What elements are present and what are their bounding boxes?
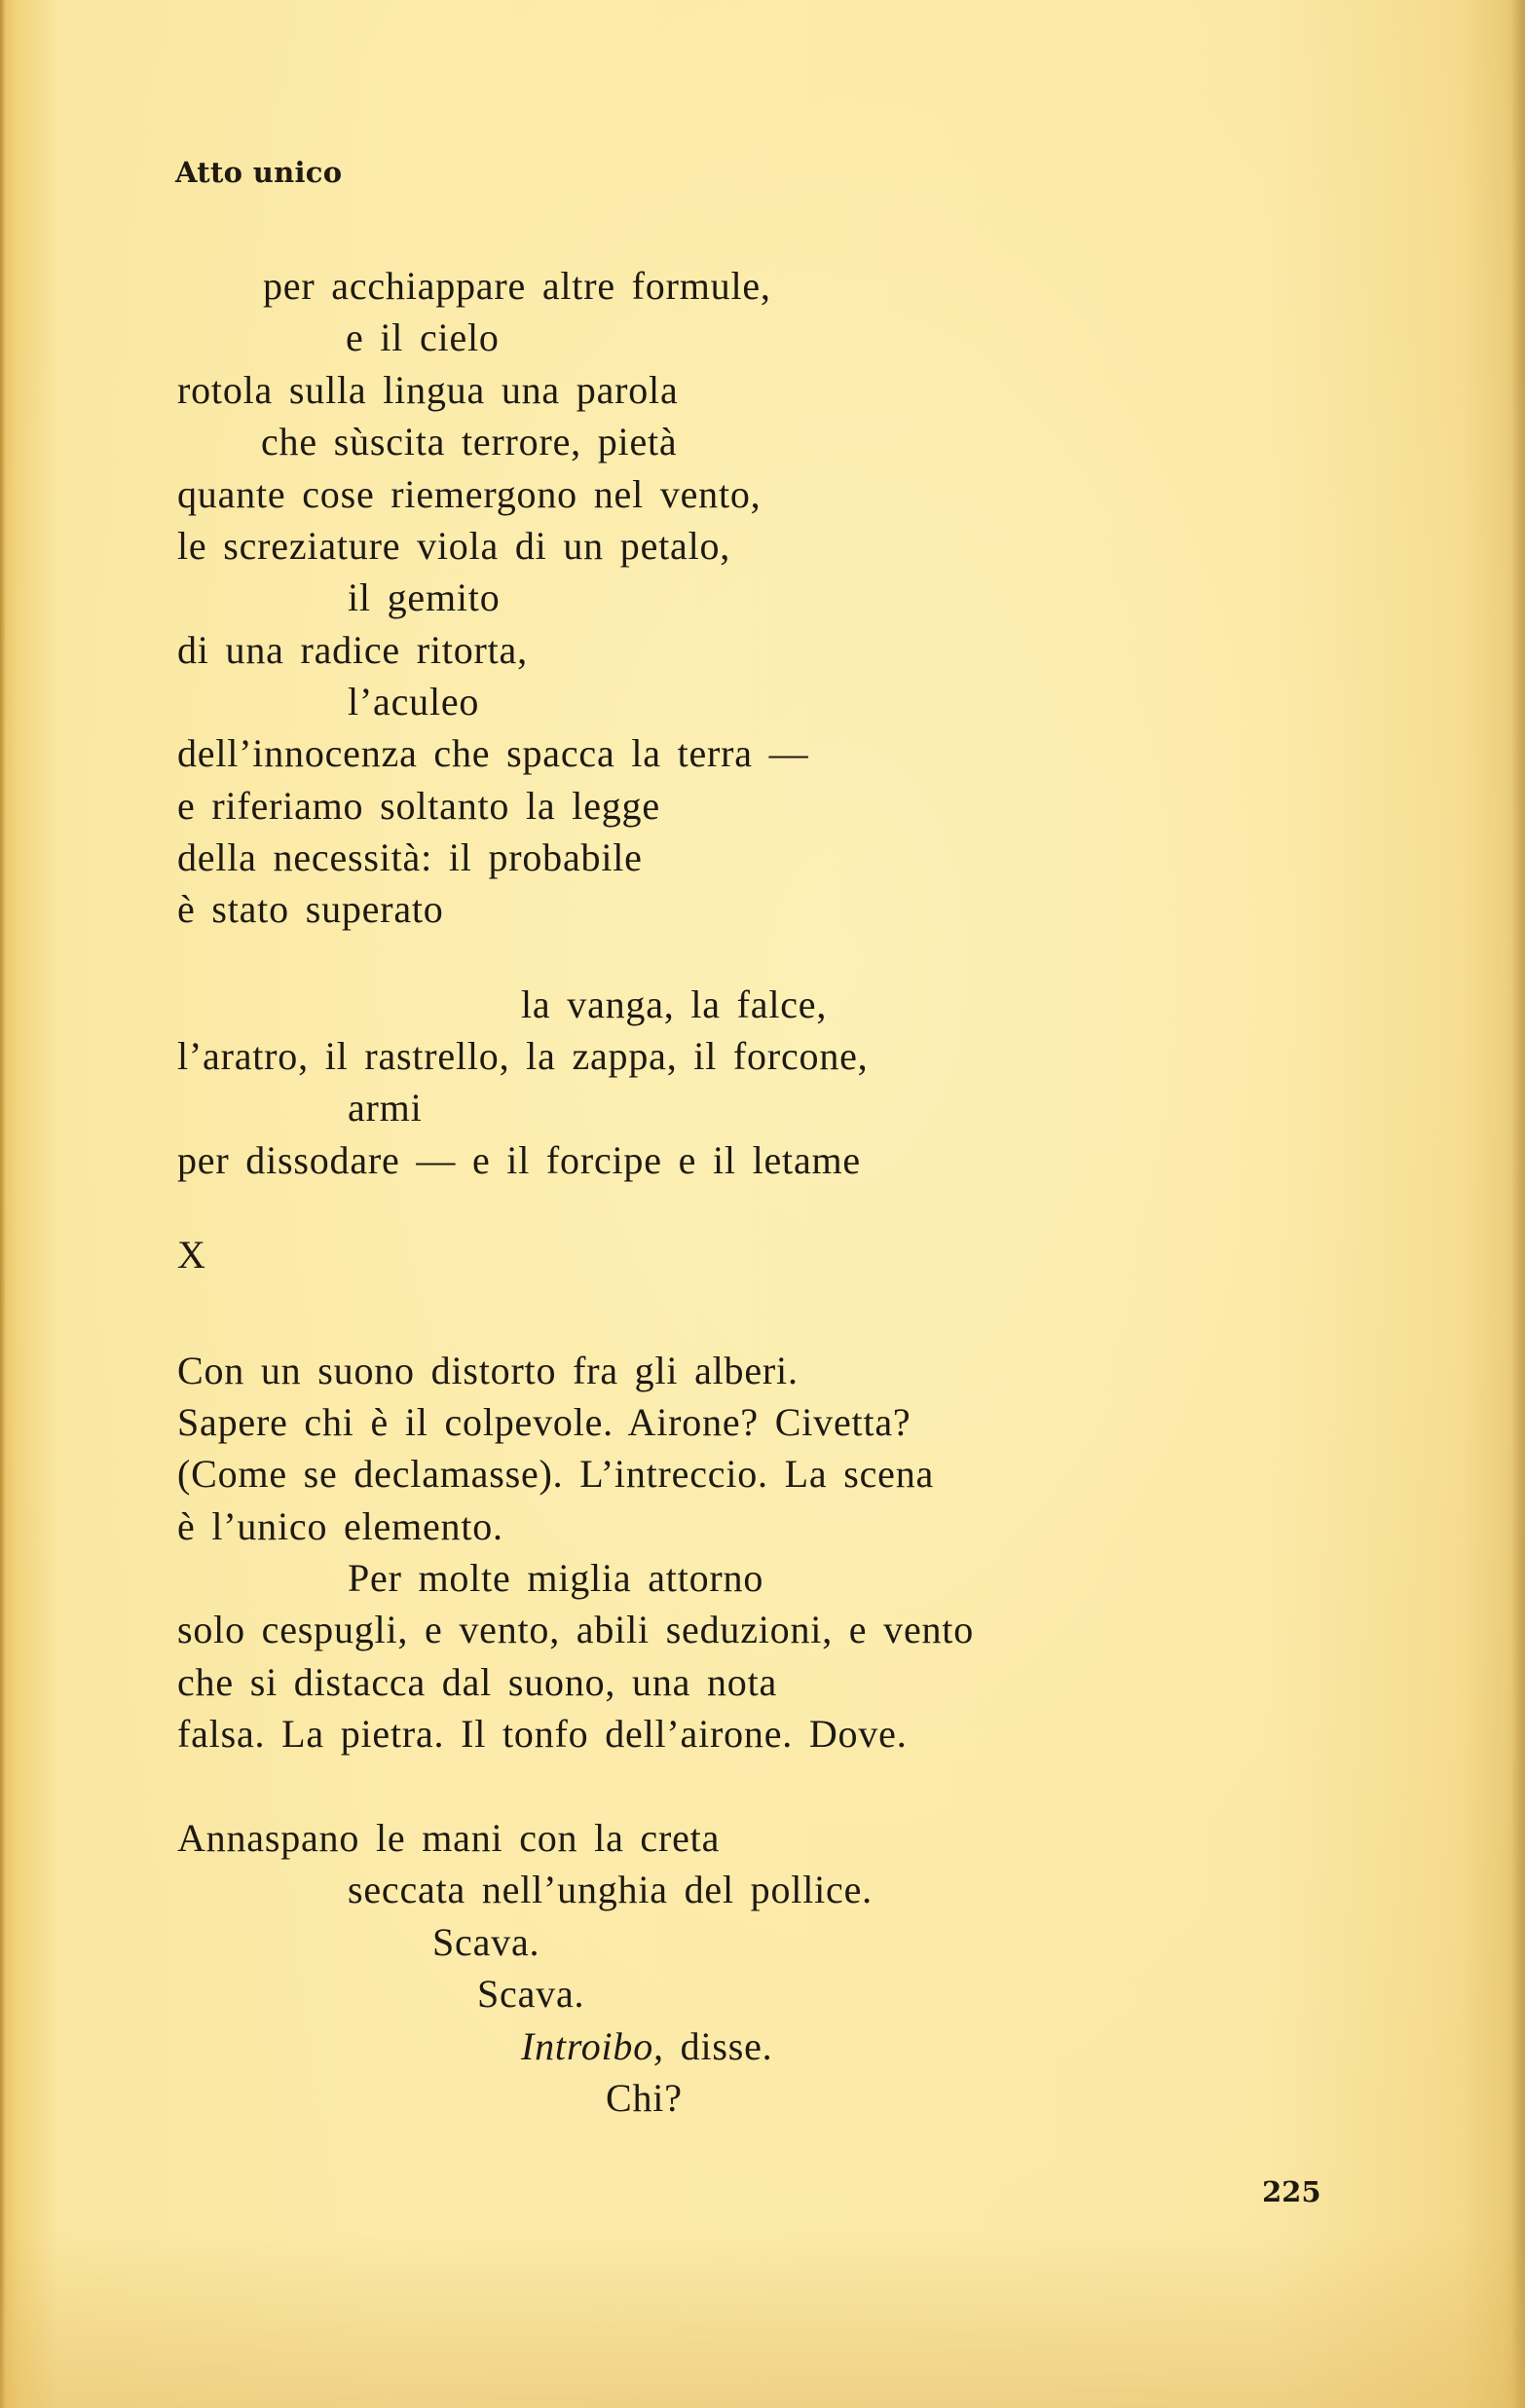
poem-line: che sùscita terrore, pietà [261, 420, 678, 463]
poem-line: l’aculeo [348, 680, 480, 723]
poem-line: il gemito [348, 575, 501, 619]
poem-line: per acchiappare altre formule, [263, 264, 771, 308]
poem-line: che si distacca dal suono, una nota [177, 1660, 778, 1704]
running-head: Atto unico [175, 156, 343, 189]
poem-line: Per molte miglia attorno [348, 1556, 764, 1600]
poem-line-rest: disse. [663, 2024, 773, 2068]
poem-line: l’aratro, il rastrello, la zappa, il forcone, [177, 1034, 869, 1078]
poem-line: Sapere chi è il colpevole. Airone? Civetta? [177, 1400, 911, 1444]
poem-line: Annaspano le mani con la creta [177, 1816, 721, 1860]
page-right-edge [1511, 0, 1525, 2408]
page-number: 225 [1262, 2175, 1321, 2208]
poem-line: è stato superato [177, 887, 444, 931]
poem-line: e riferiamo soltanto la legge [177, 784, 660, 828]
poem-line: solo cespugli, e vento, abili seduzioni, e vento [177, 1608, 975, 1651]
poem-line: dell’innocenza che spacca la terra — [177, 731, 809, 775]
section-numeral: X [177, 1233, 206, 1277]
poem-line: Con un suono distorto fra gli alberi. [177, 1349, 799, 1392]
poem-line: della necessità: il probabile [177, 835, 643, 879]
poem-line: seccata nell’unghia del pollice. [348, 1868, 873, 1911]
poem-line: le screziature viola di un petalo, [177, 524, 731, 568]
page-bottom-shade [0, 2233, 1525, 2408]
poem-line: (Come se declamasse). L’intreccio. La scena [177, 1452, 935, 1496]
poem-line: rotola sulla lingua una parola [177, 368, 679, 412]
poem-line: la vanga, la falce, [521, 982, 828, 1026]
poem-line: di una radice ritorta, [177, 628, 528, 672]
page-left-edge [0, 0, 6, 2408]
italic-word: Introibo, [521, 2024, 664, 2068]
poem-line: Chi? [606, 2076, 683, 2120]
poem-line: per dissodare — e il forcipe e il letame [177, 1138, 861, 1182]
poem-line: e il cielo [346, 315, 500, 359]
poem-line: Scava. [477, 1972, 585, 2016]
poem-line-introibo [521, 2023, 772, 2070]
poem-line: quante cose riemergono nel vento, [177, 472, 762, 516]
poem-line: Scava. [432, 1920, 540, 1964]
poem-line: è l’unico elemento. [177, 1504, 503, 1548]
poem-line: armi [348, 1086, 423, 1130]
poem-line: falsa. La pietra. Il tonfo dell’airone. Dove. [177, 1712, 908, 1756]
